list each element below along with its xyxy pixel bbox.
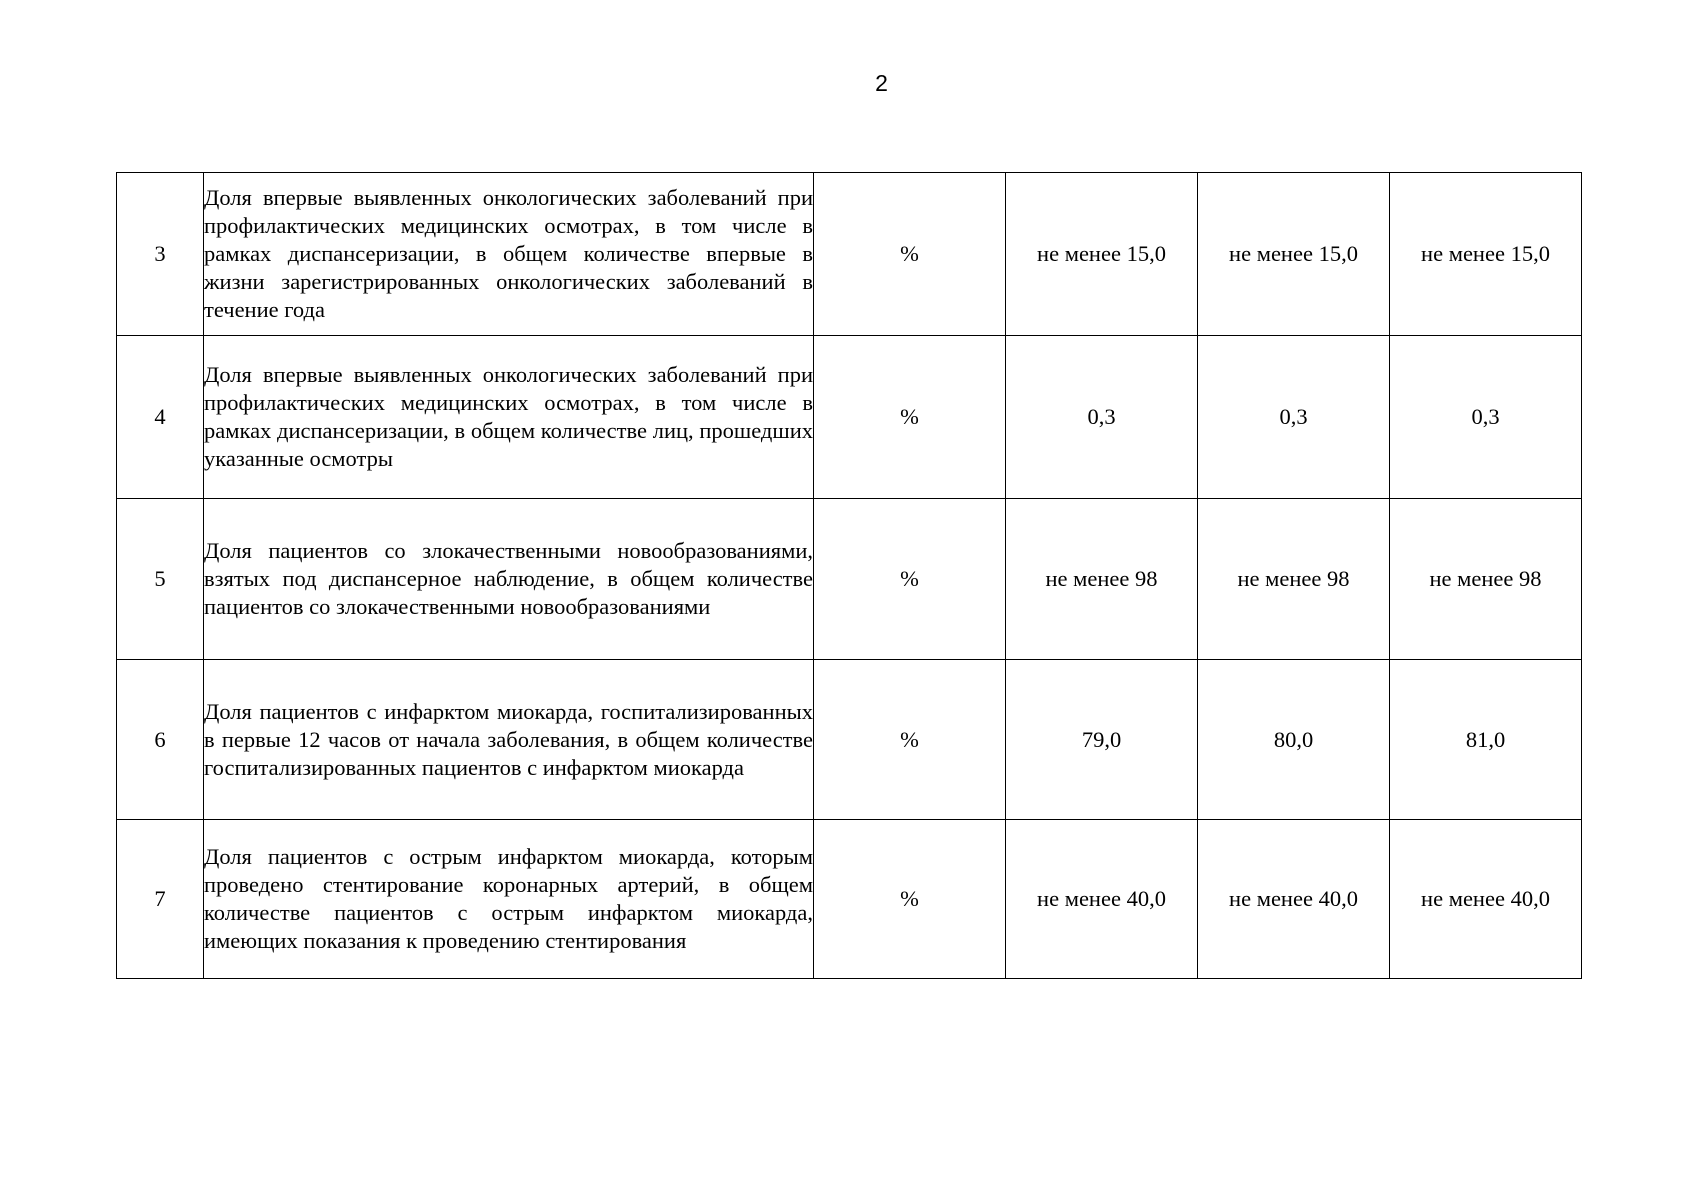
value-cell-1: не менее 40,0	[1006, 820, 1198, 979]
value-cell-2: не менее 15,0	[1198, 173, 1390, 336]
value-cell-3: не менее 40,0	[1390, 820, 1582, 979]
unit-cell: %	[814, 499, 1006, 660]
indicator-name: Доля впервые выявленных онкологических заболеваний при профилактических медицинских осмотрах, в том числе в рамках диспансеризации, в общем количестве впервые в жизни зарегистрированных онкологических заболеваний в течение года	[204, 173, 814, 336]
row-number: 5	[117, 499, 204, 660]
unit-cell: %	[814, 660, 1006, 820]
table-row	[117, 173, 1582, 336]
table-row	[117, 336, 1582, 499]
row-number: 3	[117, 173, 204, 336]
value-cell-3: не менее 98	[1390, 499, 1582, 660]
unit-cell: %	[814, 173, 1006, 336]
value-cell-1: 0,3	[1006, 336, 1198, 499]
table-row	[117, 820, 1582, 979]
page-number: 2	[875, 70, 888, 96]
row-number: 7	[117, 820, 204, 979]
row-number: 6	[117, 660, 204, 820]
value-cell-2: 0,3	[1198, 336, 1390, 499]
value-cell-3: 0,3	[1390, 336, 1582, 499]
value-cell-1: не менее 15,0	[1006, 173, 1198, 336]
unit-cell: %	[814, 820, 1006, 979]
indicator-name: Доля пациентов с острым инфарктом миокарда, которым проведено стентирование коронарных артерий, в общем количестве пациентов с острым инфарктом миокарда, имеющих показания к проведению стентирования	[204, 820, 814, 979]
value-cell-2: не менее 40,0	[1198, 820, 1390, 979]
value-cell-2: не менее 98	[1198, 499, 1390, 660]
indicator-name: Доля впервые выявленных онкологических заболеваний при профилактических медицинских осмотрах, в том числе в рамках диспансеризации, в общем количестве лиц, прошедших указанные осмотры	[204, 336, 814, 499]
indicator-name: Доля пациентов с инфарктом миокарда, госпитализированных в первые 12 часов от начала заболевания, в общем количестве госпитализированных пациентов с инфарктом миокарда	[204, 660, 814, 820]
value-cell-1: 79,0	[1006, 660, 1198, 820]
indicators-table	[116, 172, 1582, 979]
value-cell-3: 81,0	[1390, 660, 1582, 820]
row-number: 4	[117, 336, 204, 499]
value-cell-2: 80,0	[1198, 660, 1390, 820]
value-cell-1: не менее 98	[1006, 499, 1198, 660]
indicator-name: Доля пациентов со злокачественными новообразованиями, взятых под диспансерное наблюдение, в общем количестве пациентов со злокачественными новообразованиями	[204, 499, 814, 660]
table-row	[117, 660, 1582, 820]
table-row	[117, 499, 1582, 660]
unit-cell: %	[814, 336, 1006, 499]
value-cell-3: не менее 15,0	[1390, 173, 1582, 336]
